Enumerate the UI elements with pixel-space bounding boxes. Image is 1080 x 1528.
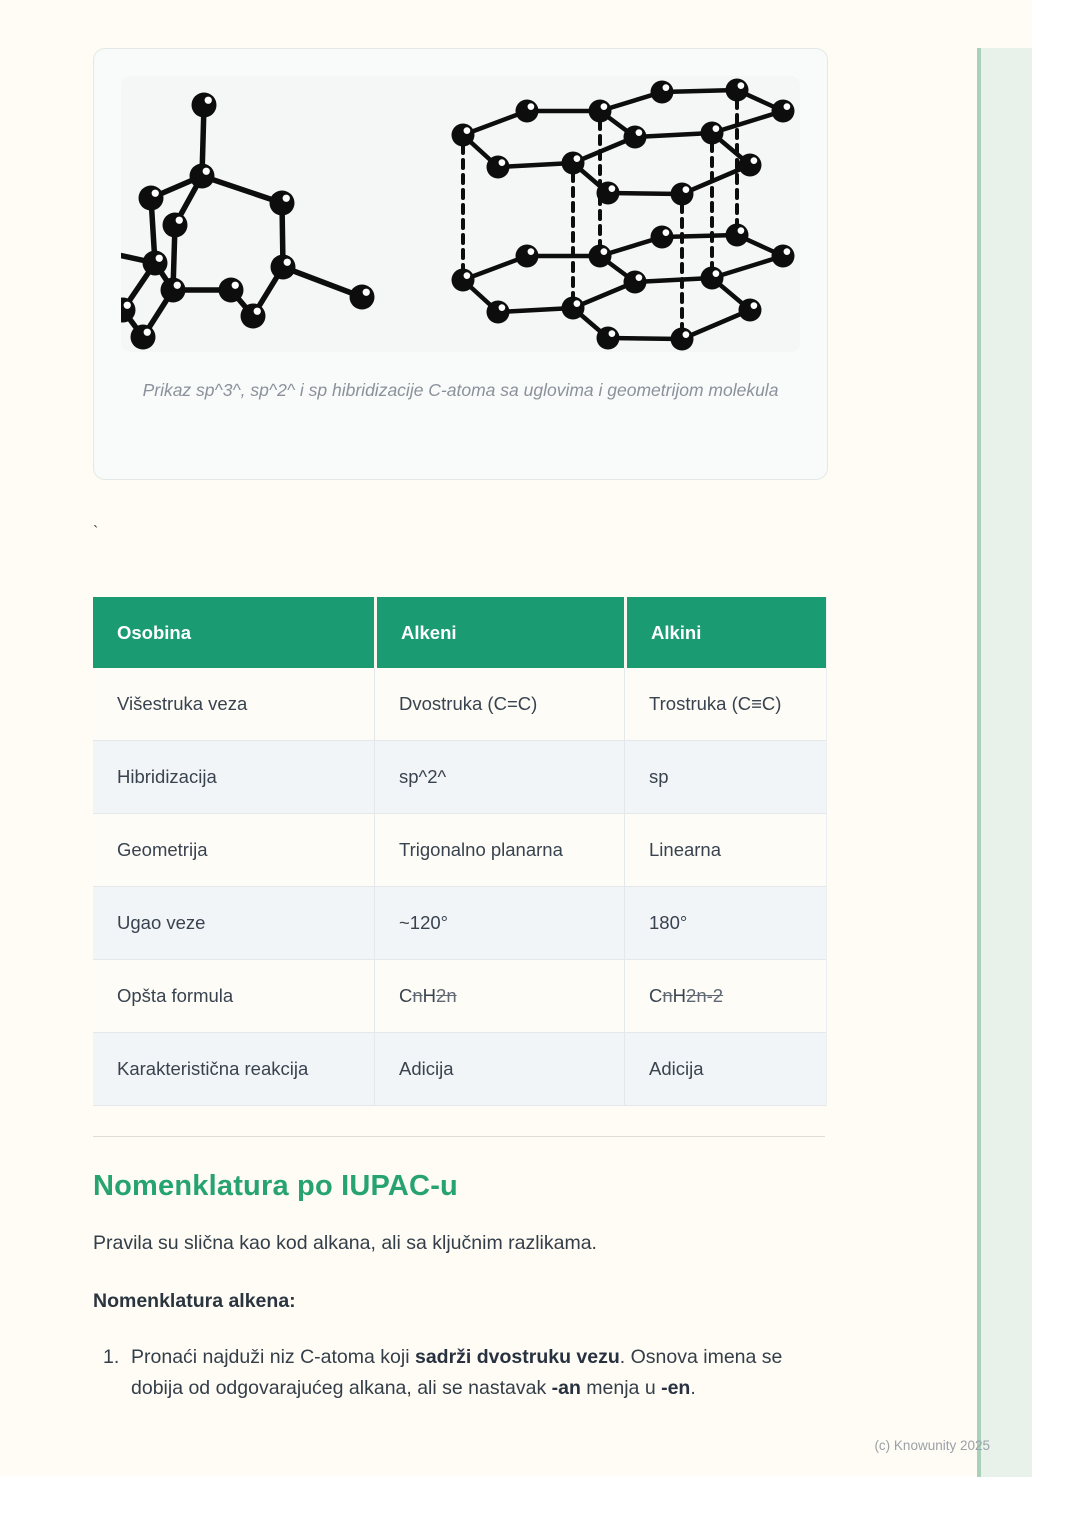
table-header-row — [93, 597, 826, 668]
cell-alkini: 180° — [624, 887, 826, 960]
table-row — [93, 1033, 826, 1106]
section-intro: Pravila su slična kao kod alkana, ali sa ključnim razlikama. — [93, 1232, 597, 1254]
cell-osobina: Karakteristična reakcija — [93, 1033, 374, 1106]
section-subheading: Nomenklatura alkena: — [93, 1290, 296, 1312]
cell-alkeni: Trigonalno planarna — [374, 814, 624, 887]
figure-card — [93, 48, 828, 480]
cell-alkini: sp — [624, 741, 826, 814]
cell-osobina: Ugao veze — [93, 887, 374, 960]
cell-alkini: Adicija — [624, 1033, 826, 1106]
cell-osobina: Hibridizacija — [93, 741, 374, 814]
copyright-footer: (c) Knowunity 2025 — [874, 1438, 990, 1453]
col-header-osobina: Osobina — [93, 597, 374, 668]
col-header-alkini: Alkini — [624, 597, 826, 668]
cell-alkeni: Adicija — [374, 1033, 624, 1106]
cell-alkeni: Dvostruka (C=C) — [374, 668, 624, 741]
page-edge-strip — [977, 48, 1032, 1477]
cell-osobina: Višestruka veza — [93, 668, 374, 741]
list-item — [103, 1342, 823, 1404]
figure-caption-text: Prikaz sp^3^, sp^2^ i sp hibridizacije C-atoma sa uglovima i geometrijom molekula — [142, 380, 779, 400]
alkeni-alkini-table — [93, 597, 826, 1106]
figure-caption — [94, 377, 827, 404]
table-row — [93, 668, 826, 741]
col-header-alkeni: Alkeni — [374, 597, 624, 668]
table-row — [93, 960, 826, 1033]
cell-alkeni: sp^2^ — [374, 741, 624, 814]
cell-alkini-formula: CnH2n-2 — [624, 960, 826, 1033]
cell-alkini: Linearna — [624, 814, 826, 887]
table-row — [93, 741, 826, 814]
cell-alkini: Trostruka (C≡C) — [624, 668, 826, 741]
cell-osobina: Opšta formula — [93, 960, 374, 1033]
stray-backtick: ` — [93, 524, 99, 541]
molecule-structures-image — [121, 76, 800, 352]
table-row — [93, 887, 826, 960]
cell-alkeni-formula: CnH2n — [374, 960, 624, 1033]
list-item-text: Pronaći najduži niz C-atoma koji sadrži dvostruku vezu. Osnova imena se dobija od odgovarajućeg alkana, ali se nastavak -an menja u -en. — [131, 1346, 783, 1399]
list-item-number: 1. — [103, 1346, 120, 1368]
table-row — [93, 814, 826, 887]
hybridization-figure — [121, 76, 800, 352]
section-heading: Nomenklatura po IUPAC-u — [93, 1170, 458, 1202]
cell-alkeni: ~120° — [374, 887, 624, 960]
section-divider — [93, 1136, 825, 1137]
comparison-table-container — [93, 597, 827, 1106]
numbered-list — [103, 1342, 823, 1404]
cell-osobina: Geometrija — [93, 814, 374, 887]
